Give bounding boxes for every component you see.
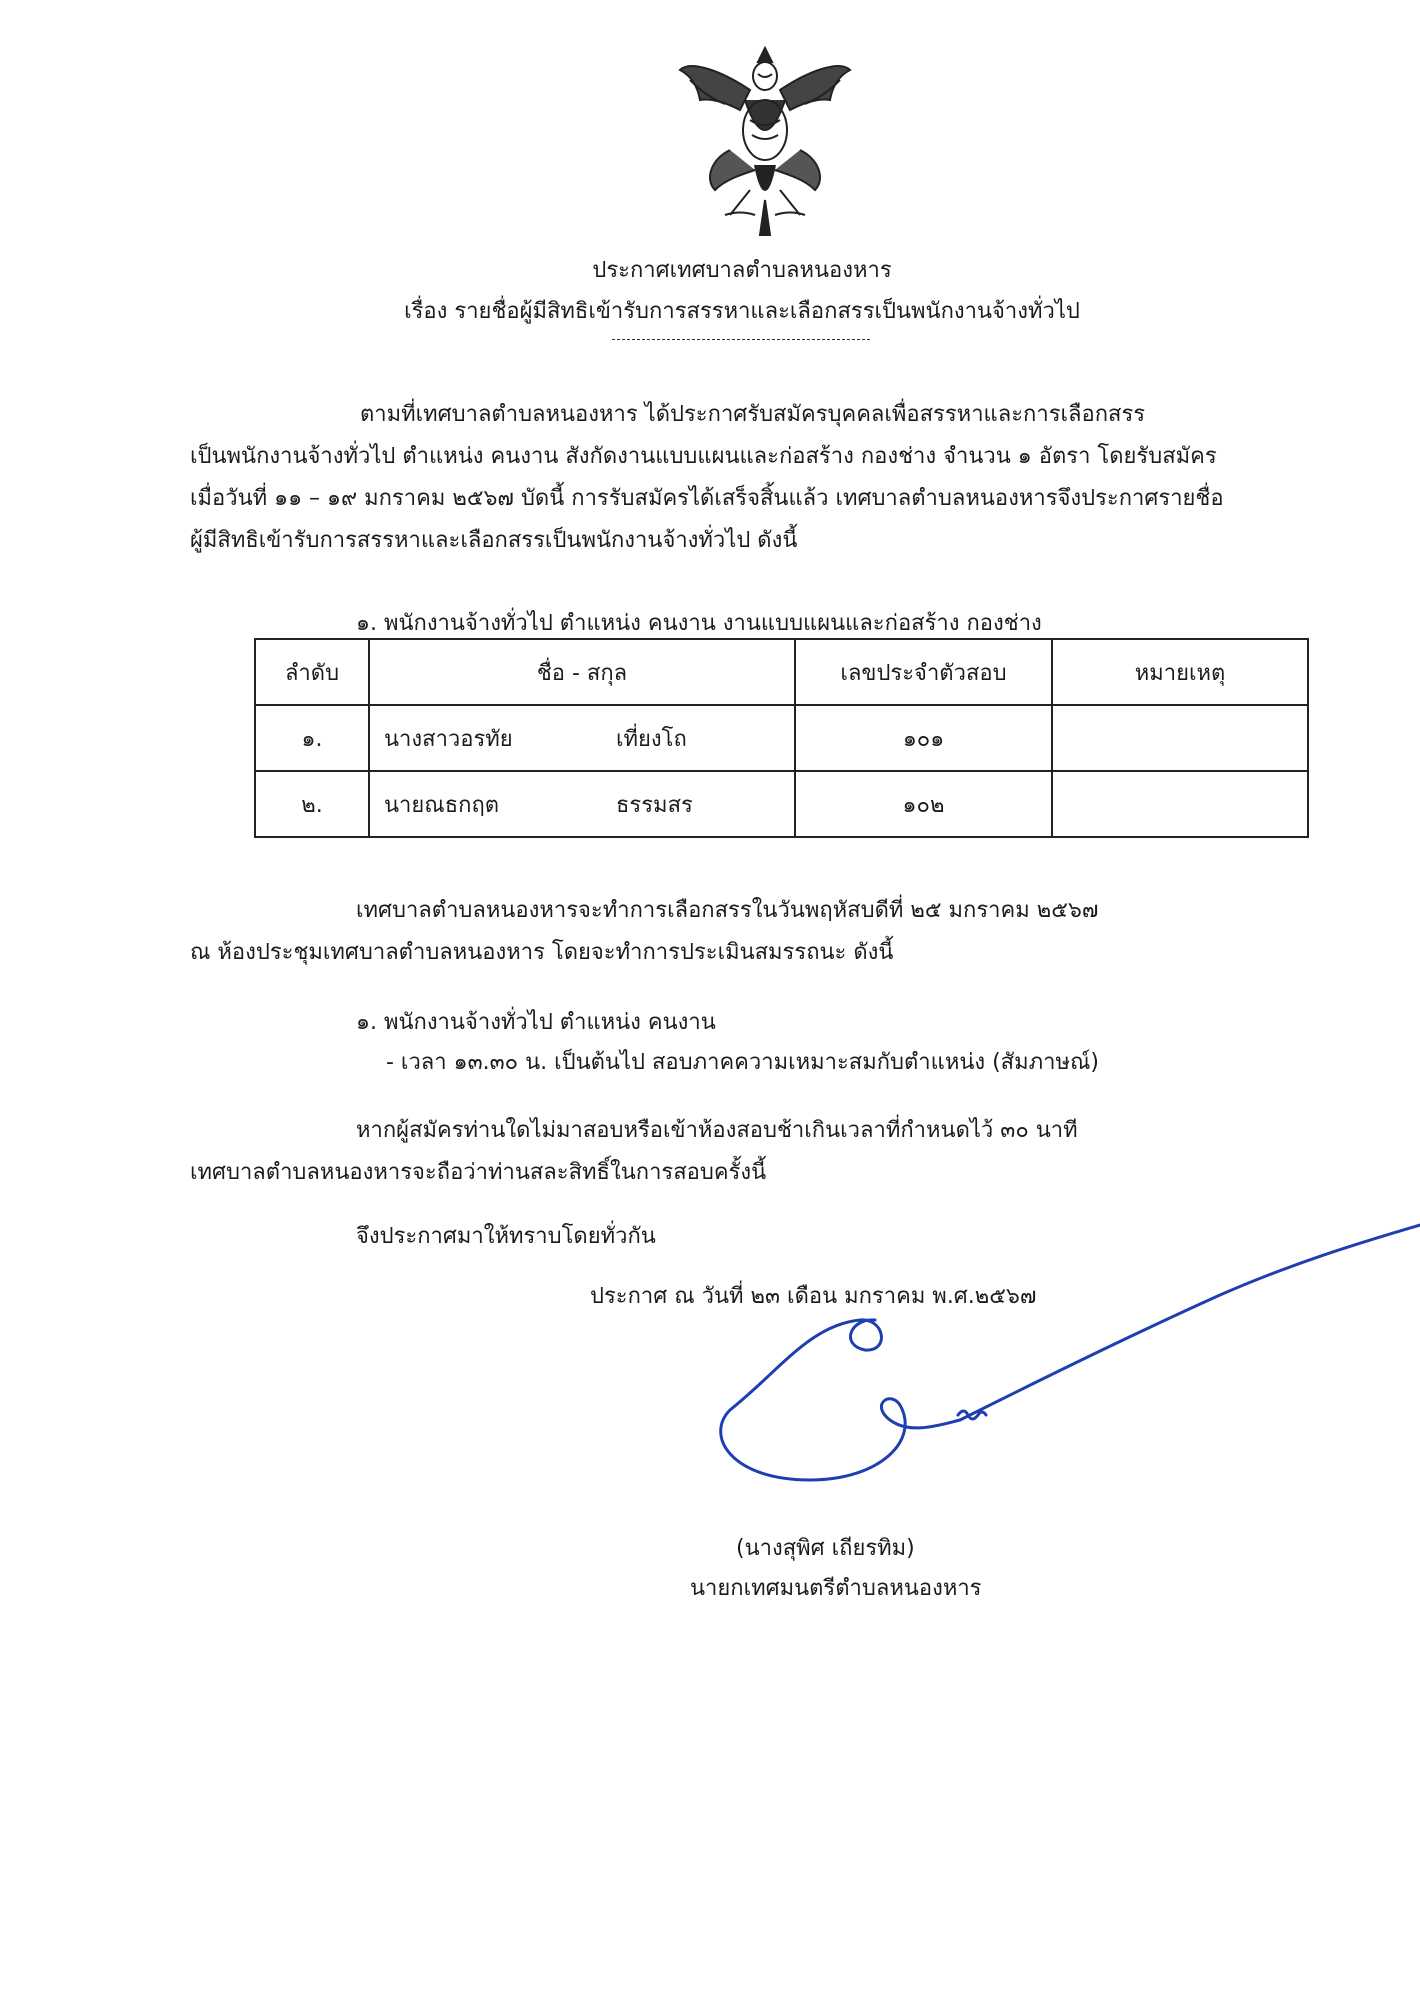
warning-line-2: เทศบาลตำบลหนองหารจะถือว่าท่านสละสิทธิ์ในการสอบครั้งนี้	[190, 1160, 767, 1185]
exam-item-heading: ๑. พนักงานจ้างทั่วไป ตำแหน่ง คนงาน	[356, 1010, 716, 1035]
row-seq: ๒.	[255, 771, 369, 837]
table-row	[255, 771, 1308, 837]
section-heading: ๑. พนักงานจ้างทั่วไป ตำแหน่ง คนงาน งานแบบแผนและก่อสร้าง กองช่าง	[356, 611, 1042, 636]
date-line: ประกาศ ณ วันที่ ๒๓ เดือน มกราคม พ.ศ.๒๕๖๗	[590, 1284, 1037, 1309]
intro-line-4: ผู้มีสิทธิเข้ารับการสรรหาและเลือกสรรเป็นพนักงานจ้างทั่วไป ดังนี้	[190, 528, 798, 553]
row-last-name: เที่ยงโถ	[616, 726, 687, 752]
row-first-name: นายณธกฤต	[384, 792, 500, 818]
announcement-title: ประกาศเทศบาลตำบลหนองหาร	[592, 258, 892, 283]
signer-name: (นางสุพิศ เถียรทิม)	[736, 1536, 915, 1561]
warning-line-1: หากผู้สมัครท่านใดไม่มาสอบหรือเข้าห้องสอบช้าเกินเวลาที่กำหนดไว้ ๓๐ นาที	[356, 1118, 1078, 1143]
signature-icon	[700, 1200, 1420, 1510]
table-row	[255, 705, 1308, 771]
signer-position: นายกเทศมนตรีตำบลหนองหาร	[690, 1576, 982, 1601]
row-exam-no: ๑๐๑	[795, 705, 1052, 771]
row-name	[369, 705, 795, 771]
closing-line: จึงประกาศมาให้ทราบโดยทั่วกัน	[356, 1224, 656, 1249]
header-seq: ลำดับ	[255, 639, 369, 705]
exam-line-1: เทศบาลตำบลหนองหารจะทำการเลือกสรรในวันพฤหัสบดีที่ ๒๕ มกราคม ๒๕๖๗	[356, 898, 1099, 923]
title-divider	[612, 339, 870, 340]
intro-line-1: ตามที่เทศบาลตำบลหนองหาร ได้ประกาศรับสมัครบุคคลเพื่อสรรหาและการเลือกสรร	[360, 402, 1146, 427]
intro-line-3: เมื่อวันที่ ๑๑ – ๑๙ มกราคม ๒๕๖๗ บัดนี้ การรับสมัครได้เสร็จสิ้นแล้ว เทศบาลตำบลหนองหารจึงประกาศรายชื่อ	[190, 486, 1224, 511]
row-name	[369, 771, 795, 837]
garuda-emblem-icon	[670, 40, 860, 240]
row-seq: ๑.	[255, 705, 369, 771]
header-name: ชื่อ - สกุล	[369, 639, 795, 705]
row-note	[1052, 771, 1308, 837]
table-header-row	[255, 639, 1308, 705]
row-note	[1052, 705, 1308, 771]
intro-line-2: เป็นพนักงานจ้างทั่วไป ตำแหน่ง คนงาน สังกัดงานแบบแผนและก่อสร้าง กองช่าง จำนวน ๑ อัตรา โดยรับสมัคร	[190, 444, 1217, 469]
candidate-table	[254, 638, 1309, 838]
announcement-subject: เรื่อง รายชื่อผู้มีสิทธิเข้ารับการสรรหาและเลือกสรรเป็นพนักงานจ้างทั่วไป	[404, 299, 1080, 324]
exam-line-2: ณ ห้องประชุมเทศบาลตำบลหนองหาร โดยจะทำการประเมินสมรรถนะ ดังนี้	[190, 940, 894, 965]
header-note: หมายเหตุ	[1052, 639, 1308, 705]
row-first-name: นางสาวอรทัย	[384, 726, 513, 752]
header-exam-no: เลขประจำตัวสอบ	[795, 639, 1052, 705]
row-last-name: ธรรมสร	[616, 792, 693, 818]
exam-item-detail: - เวลา ๑๓.๓๐ น. เป็นต้นไป สอบภาคความเหมาะสมกับตำแหน่ง (สัมภาษณ์)	[386, 1050, 1099, 1075]
row-exam-no: ๑๐๒	[795, 771, 1052, 837]
